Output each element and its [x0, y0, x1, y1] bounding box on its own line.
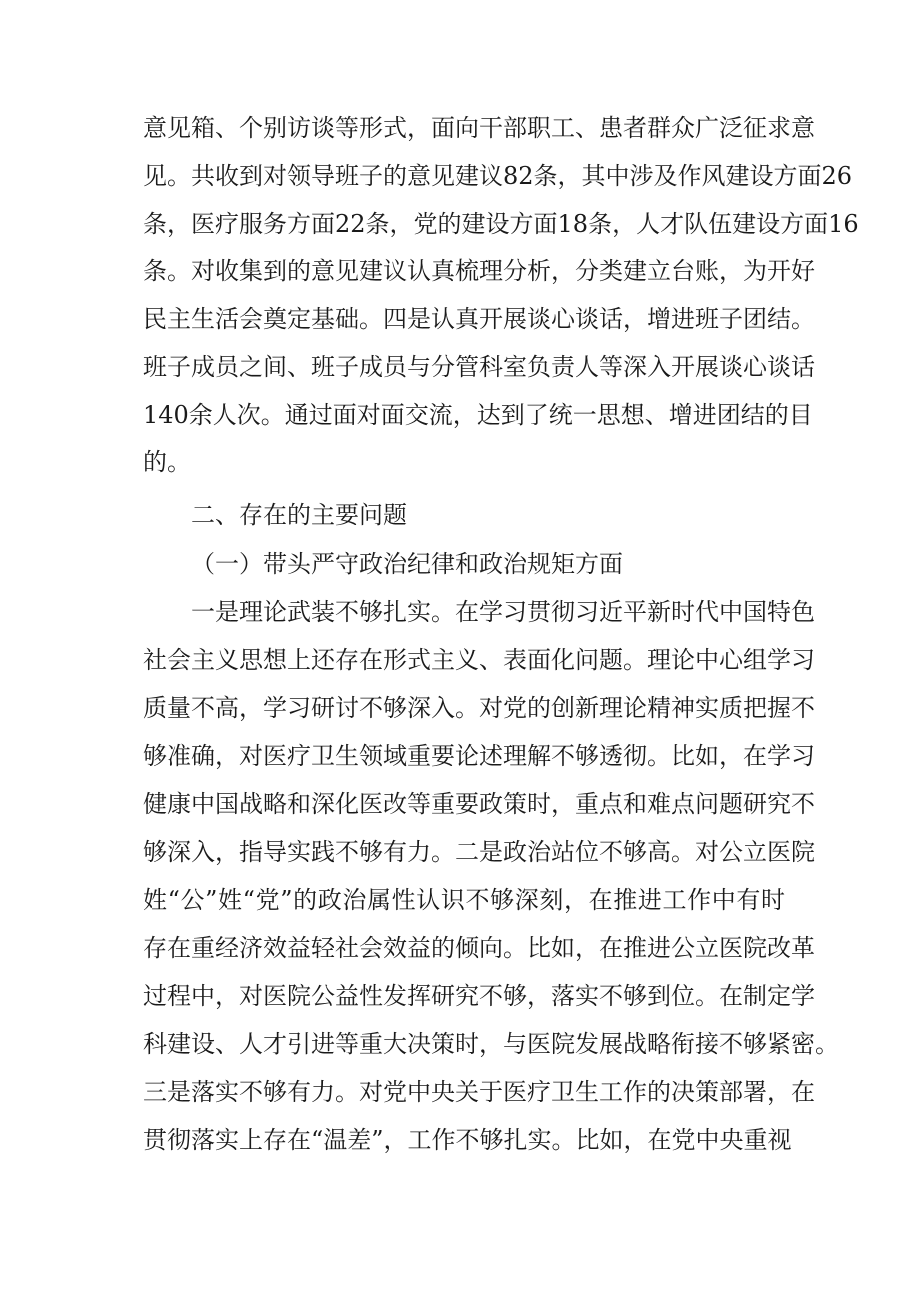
text-line-20: 科建设、人才引进等重大决策时，与医院发展战略衔接不够紧密。: [143, 1030, 839, 1058]
text-line-22: 贯彻落实上存在“温差”，工作不够扎实。比如，在党中央重视: [143, 1126, 792, 1154]
text-line-1: 意见箱、个别访谈等形式，面向干部职工、患者群众广泛征求意: [143, 114, 815, 142]
text-line-21: 三是落实不够有力。对党中央关于医疗卫生工作的决策部署，在: [143, 1078, 815, 1106]
text-line-18: 存在重经济效益轻社会效益的倾向。比如，在推进公立医院改革: [143, 934, 815, 962]
text-line-17: 姓“公”姓“党”的政治属性认识不够深刻，在推进工作中有时: [143, 886, 785, 914]
subsection-heading: （一）带头严守政治纪律和政治规矩方面: [191, 550, 623, 578]
text-line-19: 过程中，对医院公益性发挥研究不够，落实不够到位。在制定学: [143, 982, 815, 1010]
text-line-14: 够准确，对医疗卫生领域重要论述理解不够透彻。比如，在学习: [143, 742, 815, 770]
text-line-2: 见。共收到对领导班子的意见建议82条，其中涉及作风建设方面26: [143, 162, 853, 190]
text-line-12: 社会主义思想上还存在形式主义、表面化问题。理论中心组学习: [143, 646, 815, 674]
text-line-5: 民主生活会奠定基础。四是认真开展谈心谈话，增进班子团结。: [143, 305, 815, 333]
text-line-6: 班子成员之间、班子成员与分管科室负责人等深入开展谈心谈话: [143, 353, 815, 381]
text-line-7: 140余人次。通过面对面交流，达到了统一思想、增进团结的目: [143, 401, 813, 429]
text-line-3: 条，医疗服务方面22条，党的建设方面18条，人才队伍建设方面16: [143, 210, 859, 238]
text-line-8: 的。: [143, 448, 191, 476]
text-line-15: 健康中国战略和深化医改等重要政策时，重点和难点问题研究不: [143, 790, 815, 818]
section-heading: 二、存在的主要问题: [191, 501, 407, 529]
text-line-4: 条。对收集到的意见建议认真梳理分析，分类建立台账，为开好: [143, 257, 815, 285]
text-line-11: 一是理论武装不够扎实。在学习贯彻习近平新时代中国特色: [191, 598, 815, 626]
text-line-16: 够深入，指导实践不够有力。二是政治站位不够高。对公立医院: [143, 838, 815, 866]
text-line-13: 质量不高，学习研讨不够深入。对党的创新理论精神实质把握不: [143, 694, 815, 722]
